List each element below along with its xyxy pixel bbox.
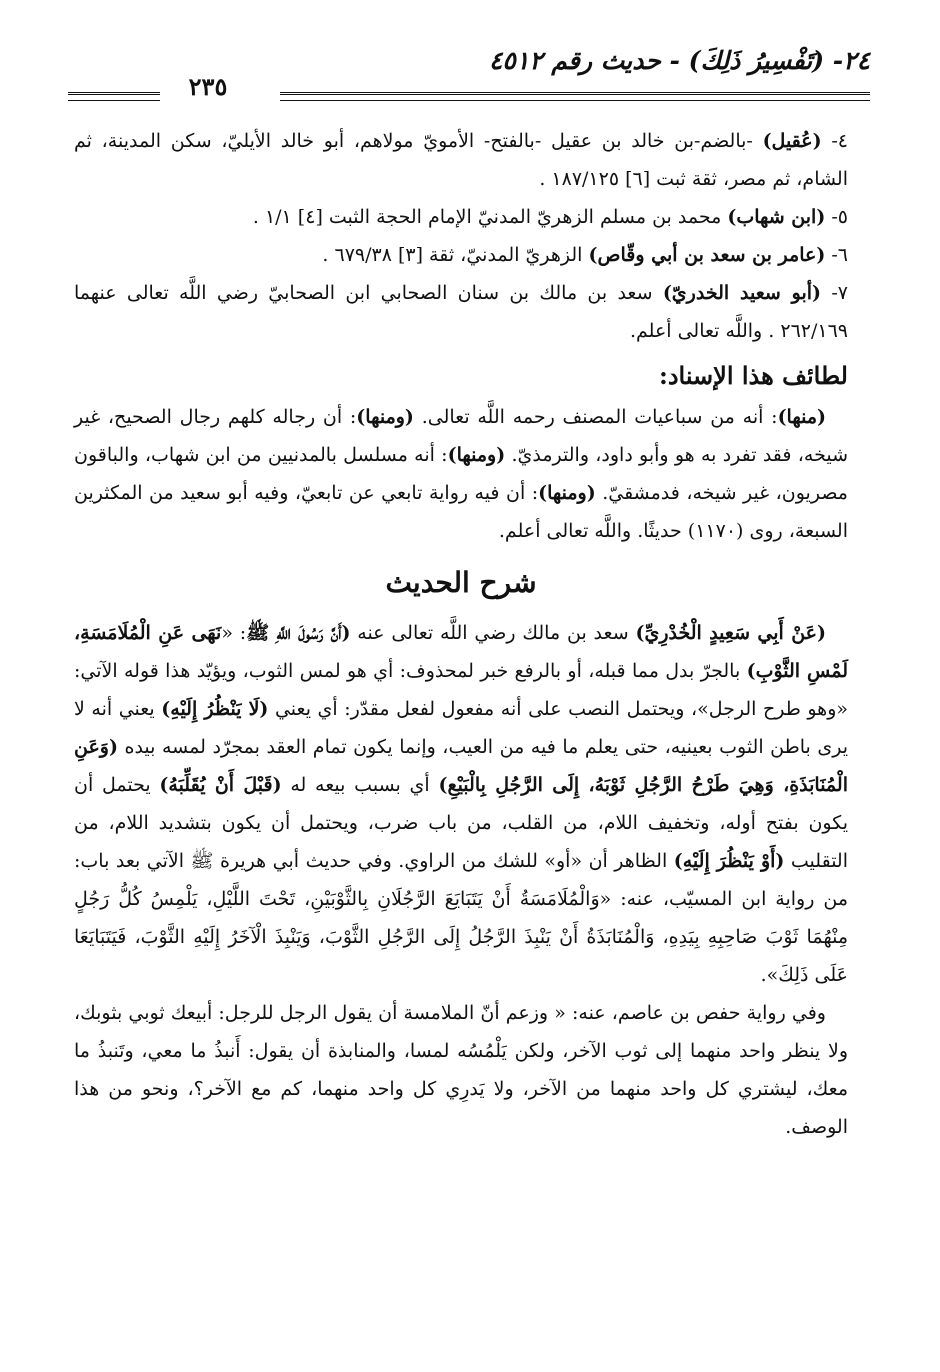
commentary-text: يحتمل أن يكون بفتح أوله، وتخفيف اللام، من القلب، من باب ضرب، ويحتمل أن يكون بتشديد اللام، من التقليب xyxy=(74,774,848,872)
entry-number: ٥- xyxy=(825,206,848,228)
lataif-heading: لطائف هذا الإسناد: xyxy=(658,361,848,390)
point-marker: (ومنها) xyxy=(538,482,596,504)
narrator-entry xyxy=(74,236,848,274)
sharh-paragraph xyxy=(74,614,848,994)
chapter-title: ٢٤- (تَفْسِيرُ ذَلِكَ) - حديث رقم ٤٥١٢ xyxy=(488,46,870,75)
narrator-name: (أبو سعيد الخدريّ) xyxy=(662,282,822,304)
page-number-rule xyxy=(68,92,160,95)
point-marker: (منها) xyxy=(777,406,826,428)
point-text: : أنه مسلسل بالمدنيين من ابن شهاب، والباقون مصريون، غير شيخه، فدمشقيّ. xyxy=(74,444,848,504)
commentary-text: الظاهر أن «أو» للشك من الراوي. وفي حديث أبي هريرة ﷺ الآتي بعد باب: من رواية ابن المسيّب، عنه: « xyxy=(74,850,849,910)
narrator-description: الزهريّ المدنيّ، ثقة [٣] ٦٧٩/٣٨ . xyxy=(322,244,589,266)
lataif-paragraph xyxy=(74,398,848,550)
narrator-name: (عامر بن سعد بن أبي وقّاص) xyxy=(588,244,826,266)
point-text: : أنه من سباعيات المصنف رحمه اللَّه تعالى. xyxy=(413,406,778,428)
sharh-paragraph: وفي رواية حفص بن عاصم، عنه: « وزعم أنّ الملامسة أن يقول الرجل للرجل: أبيعك ثوبي بثوبك، ولا ينظر واحد منهما إلى ثوب الآخر، ولكن يَلْمُسُه لمسا، والمنابذة أن يقول: أَنبذُ ما معي، وتَنبذُ ما معك، ليشتري كل واحد منهما من الآخر، ولا يَدرِي كل واحد منهما، كم مع الآخر؟، ونحو من هذا الوصف. xyxy=(74,1002,849,1138)
point-text: : أن رجاله كلهم رجال الصحيح، غير شيخه، فقد تفرد به هو وأبو داود، والترمذيّ. xyxy=(74,406,848,466)
narrator-name: (عُقيل) xyxy=(762,130,822,152)
hadith-quote: (لَا يَنْظُرُ إِلَيْهِ) xyxy=(161,698,269,720)
commentary-text: سعد بن مالك رضي اللَّه تعالى عنه xyxy=(350,622,636,644)
hadith-quote: (أَنَّ رَسُولَ اللَّهِ ﷺ xyxy=(246,622,351,644)
entry-number: ٧- xyxy=(821,282,848,304)
hadith-quote: وَالْمُلَامَسَةُ أَنْ يَتَبَايَعَ الرَّجُلَانِ بِالثَّوْبَيْنِ، تَحْتَ اللَّيْلِ، يَلْمِسُ كُلُّ رَجُلٍ مِنْهُمَا ثَوْبَ صَاحِبِهِ بِيَدِهِ، وَالْمُنَابَذَةُ أَنْ يَنْبِذَ الرَّجُلُ إِلَى الرَّجُلِ الثَّوْبَ، وَيَنْبِذَ الْآخَرُ إِلَيْهِ الثَّوْبَ، فَيَتَبَايَعَا عَلَى ذَلِكَ xyxy=(74,888,848,986)
narrator-entry xyxy=(74,274,848,350)
narrator-entry xyxy=(74,122,848,198)
page-body xyxy=(74,122,848,1146)
hadith-quote: (أَوْ يَنْظُرَ إِلَيْهِ) xyxy=(673,850,785,872)
entry-number: ٦- xyxy=(825,244,848,266)
running-header xyxy=(60,44,870,104)
point-text: : أن فيه رواية تابعي عن تابعيّ، وفيه أبو سعيد من المكثرين السبعة، روى (١١٧٠) حديثًا. واللَّه تعالى أعلم. xyxy=(74,482,848,542)
commentary-text: ». xyxy=(760,964,779,986)
header-rule-thin xyxy=(280,100,870,101)
narrator-name: (ابن شهاب) xyxy=(727,206,826,228)
page-number-rule-thin xyxy=(68,100,160,101)
narrator-description: -بالضم-بن خالد بن عقيل -بالفتح- الأمويّ مولاهم، أبو خالد الأيليّ، سكن المدينة، ثم الشام، ثم مصر، ثقة ثبت [٦] ١٨٧/١٢٥ . xyxy=(74,130,848,190)
page-number: ٢٣٥ xyxy=(188,72,228,101)
hadith-quote: نَهَى عَنِ الْمُلَامَسَةِ، لَمْسِ الثَّوْبِ) xyxy=(74,622,848,682)
hadith-quote: (قَبْلَ أَنْ يُقَلِّبَهُ) xyxy=(159,774,282,796)
commentary-text: : « xyxy=(221,622,247,644)
commentary-text: أي بسبب بيعه له xyxy=(281,774,439,796)
commentary-text: بالجرّ بدل مما قبله، أو بالرفع خبر لمحذوف: أي هو لمس الثوب، ويؤيّد هذا قوله الآتي: «وهو طرح الرجل»، ويحتمل النصب على أنه مفعول لفعل مقدّر: أي يعني xyxy=(74,660,849,720)
hadith-quote: (وَعَنِ الْمُنَابَذَةِ، وَهِيَ طَرْحُ الرَّجُلِ ثَوْبَهُ، إِلَى الرَّجُلِ بِالْبَيْعِ) xyxy=(74,736,848,796)
narrator-description: محمد بن مسلم الزهريّ المدنيّ الإمام الحجة الثبت [٤] ١/١ . xyxy=(252,206,728,228)
header-rule xyxy=(280,92,870,95)
narrator-description: سعد بن مالك بن سنان الصحابي ابن الصحابيّ رضي اللَّه تعالى عنهما ٢٦٢/١٦٩ . واللَّه تعالى أعلم. xyxy=(74,282,848,342)
commentary-text: يعني أنه لا يرى باطن الثوب بعينيه، حتى يعلم ما فيه من العيب، وإنما يكون تمام العقد بمجرّد لمسه بيده xyxy=(74,698,848,758)
sharh-heading: شرح الحديث xyxy=(385,566,537,599)
entry-number: ٤- xyxy=(821,130,848,152)
point-marker: (ومنها) xyxy=(356,406,414,428)
narrator-entry xyxy=(74,198,848,236)
hadith-quote: (عَنْ أَبِي سَعِيدٍ الْخُدْرِيِّ) xyxy=(635,622,826,644)
point-marker: (ومنها) xyxy=(447,444,506,466)
